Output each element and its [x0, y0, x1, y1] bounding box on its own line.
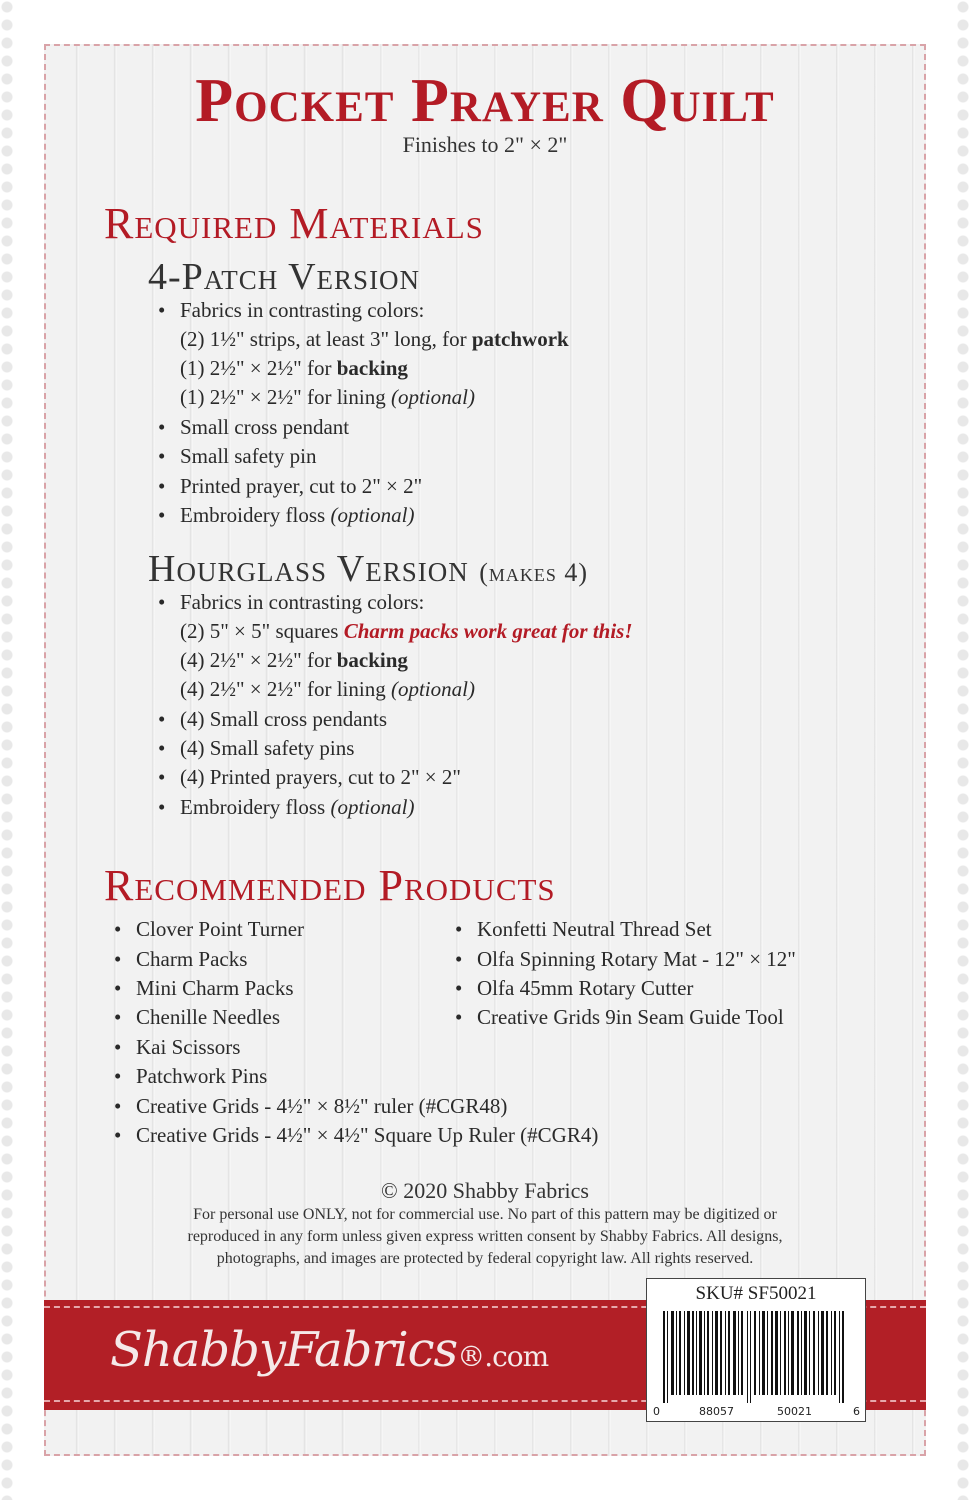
- list-item: • Printed prayer, cut to 2" × 2": [180, 476, 422, 497]
- legal-line: For personal use ONLY, not for commercial use. No part of this pattern may be digitized or: [193, 1206, 777, 1223]
- list-item: • (4) Small safety pins: [180, 738, 354, 759]
- required-materials-heading: Required Materials: [104, 199, 484, 248]
- list-item: (4) 2½" × 2½" for lining (optional): [180, 677, 475, 701]
- sku-number: SKU# SF50021: [695, 1283, 817, 1304]
- list-item: (1) 2½" × 2½" for backing: [180, 356, 408, 380]
- sku-barcode-label: [646, 1278, 866, 1422]
- four-patch-heading: 4-Patch Version: [148, 256, 421, 298]
- product-item: • Chenille Needles: [136, 1007, 280, 1028]
- list-item: • (4) Small cross pendants: [180, 709, 387, 730]
- barcode-digit: 50021: [777, 1405, 812, 1418]
- list-item: • Small safety pin: [180, 446, 316, 467]
- barcode-digit: 0: [653, 1405, 660, 1418]
- list-item: • Small cross pendant: [180, 417, 349, 438]
- list-item: • Embroidery floss (optional): [180, 505, 414, 526]
- list-item: • Fabrics in contrasting colors:: [180, 300, 424, 321]
- left-scallop-border: [0, 0, 14, 1500]
- product-item: • Olfa Spinning Rotary Mat - 12" × 12": [477, 949, 796, 970]
- list-item: • Embroidery floss (optional): [180, 797, 414, 818]
- barcode-icon: [663, 1311, 849, 1403]
- product-item: • Creative Grids - 4½" × 4½" Square Up Ruler (#CGR4): [136, 1125, 598, 1146]
- product-item: • Clover Point Turner: [136, 919, 304, 940]
- product-item: • Patchwork Pins: [136, 1066, 267, 1087]
- list-item: (1) 2½" × 2½" for lining (optional): [180, 385, 475, 409]
- right-scallop-border: [956, 0, 970, 1500]
- product-item: • Konfetti Neutral Thread Set: [477, 919, 712, 940]
- barcode-digit: 88057: [699, 1405, 734, 1418]
- legal-line: reproduced in any form unless given express written consent by Shabby Fabrics. All designs,: [187, 1228, 783, 1245]
- list-item: (4) 2½" × 2½" for backing: [180, 648, 408, 672]
- barcode-digit: 6: [853, 1405, 860, 1418]
- product-item: • Creative Grids - 4½" × 8½" ruler (#CGR48): [136, 1096, 507, 1117]
- product-item: • Olfa 45mm Rotary Cutter: [477, 978, 693, 999]
- list-item: (2) 5" × 5" squares Charm packs work great for this!: [180, 619, 633, 643]
- list-item: • (4) Printed prayers, cut to 2" × 2": [180, 767, 461, 788]
- product-item: • Kai Scissors: [136, 1037, 240, 1058]
- shabbyfabrics-logo: ShabbyFabrics®.com: [110, 1322, 549, 1378]
- legal-line: photographs, and images are protected by federal copyright law. All rights reserved.: [216, 1250, 754, 1267]
- page-subtitle: Finishes to 2" × 2": [402, 132, 568, 157]
- recommended-products-heading: Recommended Products: [104, 861, 556, 910]
- page-title: Pocket Prayer Quilt: [195, 67, 775, 135]
- copyright: © 2020 Shabby Fabrics: [381, 1178, 589, 1203]
- list-item: (2) 1½" strips, at least 3" long, for patchwork: [180, 327, 569, 351]
- product-item: • Charm Packs: [136, 949, 247, 970]
- product-item: • Mini Charm Packs: [136, 978, 294, 999]
- hourglass-heading: Hourglass Version (makes 4): [148, 548, 589, 590]
- list-item: • Fabrics in contrasting colors:: [180, 592, 424, 613]
- product-item: • Creative Grids 9in Seam Guide Tool: [477, 1007, 784, 1028]
